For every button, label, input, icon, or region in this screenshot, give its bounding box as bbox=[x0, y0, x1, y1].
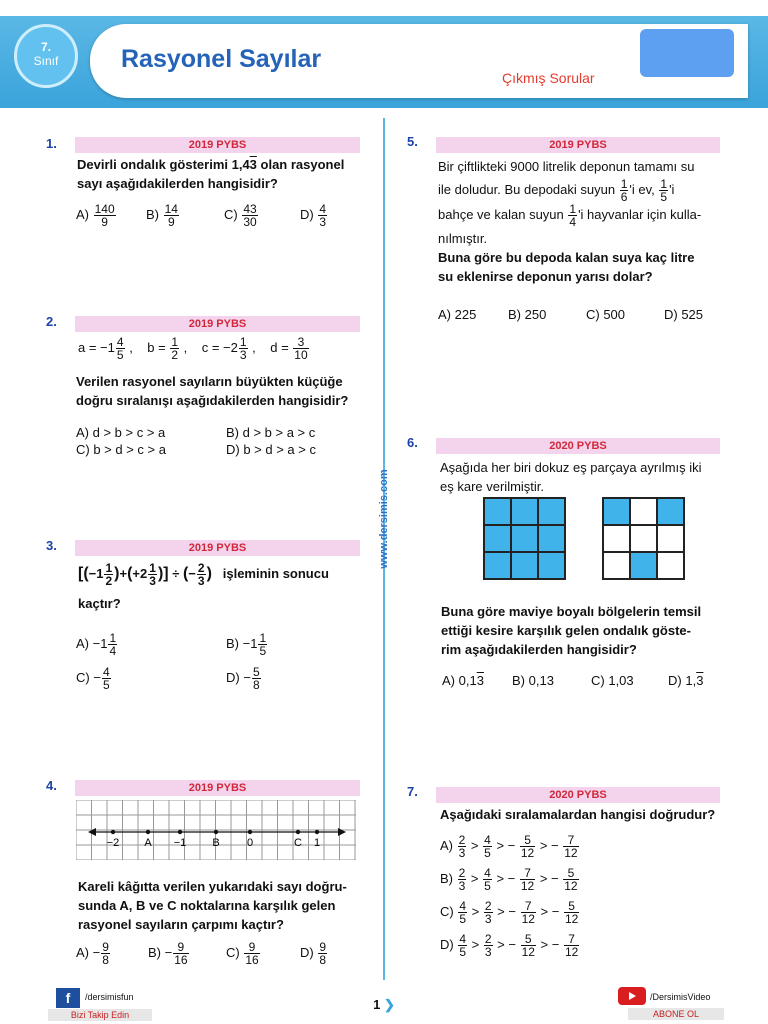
q5-tag: 2019 PYBS bbox=[436, 137, 720, 153]
number-line-point bbox=[315, 830, 319, 834]
shaded-cell bbox=[538, 498, 565, 525]
site-watermark: www.dersimis.com bbox=[378, 469, 390, 569]
unshaded-cell bbox=[630, 498, 657, 525]
q1-text: Devirli ondalık gösterimi 1,43 olan rasyonel sayı aşağıdakilerden hangisidir? bbox=[77, 157, 345, 191]
shaded-cell bbox=[484, 498, 511, 525]
number-line-label: −2 bbox=[106, 837, 120, 849]
q4-text: Kareli kâğıtta verilen yukarıdaki sayı doğru- sunda A, B ve C noktalarına karşılık gelen rasyonel sayıların çarpımı kaçtır? bbox=[78, 879, 347, 932]
number-line-label: −1 bbox=[173, 837, 187, 849]
page-title: Rasyonel Sayılar bbox=[121, 45, 322, 73]
q4-option-a[interactable]: A) − $\frac{9}{8}$ bbox=[76, 940, 109, 967]
shaded-cell bbox=[630, 552, 657, 579]
q3-number: 3. bbox=[46, 538, 57, 553]
youtube-handle[interactable]: /DersimisVideo bbox=[650, 992, 711, 1002]
shaded-cell bbox=[484, 552, 511, 579]
number-line-point bbox=[214, 830, 218, 834]
shaded-cell bbox=[511, 498, 538, 525]
q3-tag: 2019 PYBS bbox=[75, 540, 360, 556]
q5-option-b[interactable]: B) 250 bbox=[508, 307, 547, 322]
facebook-handle[interactable]: /dersimisfun bbox=[85, 992, 134, 1002]
q7-option-b[interactable]: B) $\frac{2}{3}$ > $\frac{4}{5}$ > − $\frac{7}{12}$ > − $\frac{5}{12}$ bbox=[440, 866, 578, 893]
q1-number: 1. bbox=[46, 136, 57, 151]
shaded-cell bbox=[657, 498, 684, 525]
q3-expression: [(−1 $\frac{1}{2}$ )+(+2 $\frac{1}{3}$ )] ÷ (− $\frac{2}{3}$ ) işleminin sonucu bbox=[78, 561, 329, 588]
q6-option-b[interactable]: B) 0,13 bbox=[512, 673, 554, 688]
unshaded-cell bbox=[603, 552, 630, 579]
q1-tag: 2019 PYBS bbox=[75, 137, 360, 153]
q2-number: 2. bbox=[46, 314, 57, 329]
q2-option-c[interactable]: C) b > d > c > a bbox=[76, 442, 166, 457]
q7-options bbox=[440, 834, 730, 966]
number-line-graphic bbox=[76, 800, 356, 860]
shaded-cell bbox=[484, 525, 511, 552]
q1-option-d[interactable]: D) $\frac{4}{3}$ bbox=[300, 202, 327, 229]
unshaded-cell bbox=[657, 525, 684, 552]
facebook-follow-label: Bizi Takip Edin bbox=[48, 1009, 152, 1021]
q3-text: kaçtır? bbox=[78, 596, 121, 611]
arrow-right-icon bbox=[338, 828, 346, 836]
header-decor-box bbox=[640, 29, 734, 77]
q7-number: 7. bbox=[407, 784, 418, 799]
q7-option-a[interactable]: A) $\frac{2}{3}$ > $\frac{4}{5}$ > − $\frac{5}{12}$ > − $\frac{7}{12}$ bbox=[440, 833, 578, 860]
q1-option-b[interactable]: B) $\frac{14}{9}$ bbox=[146, 202, 178, 229]
facebook-icon[interactable]: f bbox=[56, 988, 80, 1008]
q2-option-a[interactable]: A) d > b > c > a bbox=[76, 425, 166, 440]
number-line-label: 0 bbox=[246, 837, 254, 849]
youtube-icon[interactable] bbox=[618, 987, 646, 1005]
number-line-label: A bbox=[144, 837, 152, 849]
number-line-point bbox=[111, 830, 115, 834]
q2-text: Verilen rasyonel sayıların büyükten küçüğe doğru sıralanışı aşağıdakilerden hangisidir? bbox=[76, 374, 349, 408]
grade-badge: 7. Sınıf bbox=[14, 24, 78, 88]
q5-option-d[interactable]: D) 525 bbox=[664, 307, 704, 322]
number-line-point bbox=[248, 830, 252, 834]
q7-tag: 2020 PYBS bbox=[436, 787, 720, 803]
number-line-point bbox=[296, 830, 300, 834]
q4-option-b[interactable]: B) − $\frac{9}{16}$ bbox=[148, 940, 188, 967]
page-number: 1 ❯ bbox=[373, 997, 395, 1012]
q5-question: Buna göre bu depoda kalan suya kaç litre su eklenirse deponun yarısı dolar? bbox=[438, 250, 695, 284]
shaded-cell bbox=[603, 498, 630, 525]
number-line-label: 1 bbox=[313, 837, 321, 849]
q4-number: 4. bbox=[46, 778, 57, 793]
q2-definitions: a = −1 $\frac{4}{5}$ , b = $\frac{1}{2}$ , c = −2 $\frac{1}{3}$ , d = $\frac{3}{10}$ bbox=[78, 335, 308, 362]
q3-option-a[interactable]: A) −1 $\frac{1}{4}$ bbox=[76, 631, 117, 658]
q4-option-c[interactable]: C) $\frac{9}{16}$ bbox=[226, 940, 259, 967]
q4-tag: 2019 PYBS bbox=[75, 780, 360, 796]
q6-tag: 2020 PYBS bbox=[436, 438, 720, 454]
unshaded-cell bbox=[657, 552, 684, 579]
q6-text: Aşağıda her biri dokuz eş parçaya ayrılmış iki eş kare verilmiştir. bbox=[440, 460, 702, 494]
q4-number-line bbox=[76, 800, 356, 860]
q4-option-d[interactable]: D) $\frac{9}{8}$ bbox=[300, 940, 327, 967]
q7-question: Aşağıdaki sıralamalardan hangisi doğrudur? bbox=[440, 807, 716, 822]
square-grid-b bbox=[602, 497, 685, 580]
shaded-cell bbox=[511, 552, 538, 579]
number-line-point bbox=[178, 830, 182, 834]
q5-option-a[interactable]: A) 225 bbox=[438, 307, 477, 322]
q5-text: Bir çiftlikteki 9000 litrelik deponun tamamı su ile doludur. Bu depodaki suyun $\frac{1}{6}$ 'i ev, $\frac{1}{5}$ 'i bahçe ve kalan suyun $\frac{1}{4}$ 'i hayvanlar için kulla- nılmıştır. bbox=[438, 159, 702, 246]
number-line-label: C bbox=[294, 837, 302, 849]
q6-option-d[interactable]: D) 1,3 bbox=[668, 673, 704, 688]
q3-option-c[interactable]: C) − $\frac{4}{5}$ bbox=[76, 665, 110, 692]
q1-option-c[interactable]: C) $\frac{43}{30}$ bbox=[224, 202, 257, 229]
q2-option-b[interactable]: B) d > b > a > c bbox=[226, 425, 316, 440]
shaded-cell bbox=[538, 552, 565, 579]
number-line-point bbox=[146, 830, 150, 834]
shaded-cell bbox=[538, 525, 565, 552]
youtube-subscribe-label: ABONE OL bbox=[628, 1008, 724, 1020]
q2-option-d[interactable]: D) b > d > a > c bbox=[226, 442, 316, 457]
q6-number: 6. bbox=[407, 435, 418, 450]
q6-option-c[interactable]: C) 1,03 bbox=[591, 673, 634, 688]
q3-option-b[interactable]: B) −1 $\frac{1}{5}$ bbox=[226, 631, 267, 658]
page-subtitle: Çıkmış Sorular bbox=[502, 70, 595, 86]
square-grid-a bbox=[483, 497, 566, 580]
number-line-label: B bbox=[212, 837, 220, 849]
q5-option-c[interactable]: C) 500 bbox=[586, 307, 626, 322]
q1-option-a[interactable]: A) $\frac{140}{9}$ bbox=[76, 202, 115, 229]
q6-option-a[interactable]: A) 0,13 bbox=[442, 673, 484, 688]
unshaded-cell bbox=[630, 525, 657, 552]
q5-number: 5. bbox=[407, 134, 418, 149]
q7-option-c[interactable]: C) $\frac{4}{5}$ > $\frac{2}{3}$ > − $\frac{7}{12}$ > − $\frac{5}{12}$ bbox=[440, 899, 579, 926]
q3-option-d[interactable]: D) − $\frac{5}{8}$ bbox=[226, 665, 260, 692]
q7-option-d[interactable]: D) $\frac{4}{5}$ > $\frac{2}{3}$ > − $\frac{5}{12}$ > − $\frac{7}{12}$ bbox=[440, 932, 579, 959]
q6-question: Buna göre maviye boyalı bölgelerin temsil ettiği kesire karşılık gelen ondalık göste- rim aşağıdakilerden hangisidir? bbox=[441, 604, 702, 657]
q2-tag: 2019 PYBS bbox=[75, 316, 360, 332]
shaded-cell bbox=[511, 525, 538, 552]
unshaded-cell bbox=[603, 525, 630, 552]
